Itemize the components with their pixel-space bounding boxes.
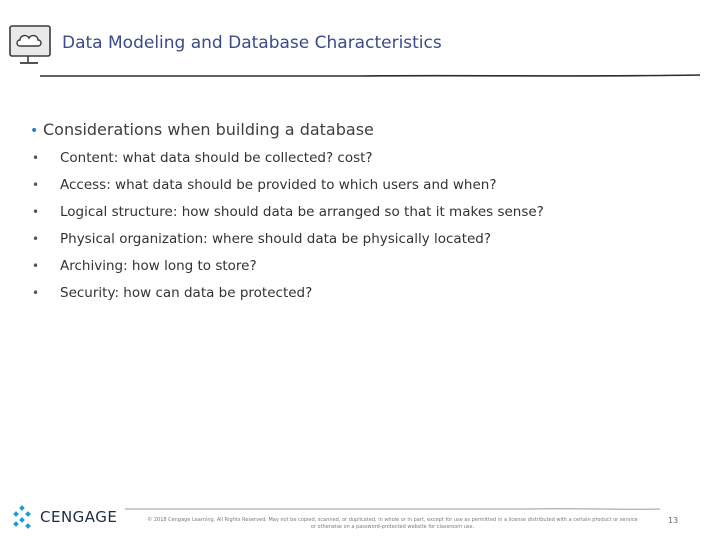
bullet-dot-icon: •: [32, 259, 40, 273]
sub-bullet-text: Archiving: how long to store?: [60, 258, 257, 274]
cloud-monitor-icon: [6, 20, 56, 70]
bullet-dot-icon: •: [32, 286, 40, 300]
cengage-logo-icon: [12, 502, 36, 532]
sub-bullet-text: Content: what data should be collected? cost?: [60, 150, 373, 166]
list-item: [32, 257, 700, 284]
copyright-notice: [125, 517, 660, 531]
title-divider: [40, 72, 700, 80]
main-bullet: [30, 120, 700, 139]
bullet-dot-icon: •: [32, 205, 40, 219]
copyright-line-1: © 2018 Cengage Learning. All Rights Reserved. May not be copied, scanned, or duplicated, in whole or in part, except for use as permitted in a license distributed with a certain product or service: [147, 517, 638, 523]
bullet-dot-icon: •: [30, 123, 39, 139]
footer-divider: [125, 506, 660, 512]
bullet-dot-icon: •: [32, 232, 40, 246]
page-number: 13: [668, 516, 679, 525]
copyright-line-2: or otherwise on a password-protected website for classroom use.: [310, 524, 475, 530]
slide-body: [30, 120, 700, 311]
sub-bullet-text: Access: what data should be provided to which users and when?: [60, 177, 497, 193]
brand-name: CENGAGE: [40, 508, 118, 526]
sub-bullet-text: Security: how can data be protected?: [60, 285, 313, 301]
list-item: [32, 176, 700, 203]
bullet-dot-icon: •: [32, 178, 40, 192]
list-item: [32, 230, 700, 257]
sub-bullet-list: [30, 149, 700, 311]
sub-bullet-text: Physical organization: where should data be physically located?: [60, 231, 492, 247]
slide-title: Data Modeling and Database Characteristics: [62, 33, 442, 53]
cengage-logo: [12, 500, 117, 534]
list-item: [32, 203, 700, 230]
bullet-dot-icon: •: [32, 151, 40, 165]
list-item: [32, 149, 700, 176]
main-bullet-text: Considerations when building a database: [43, 120, 374, 139]
sub-bullet-text: Logical structure: how should data be arranged so that it makes sense?: [60, 204, 544, 220]
list-item: [32, 284, 700, 311]
